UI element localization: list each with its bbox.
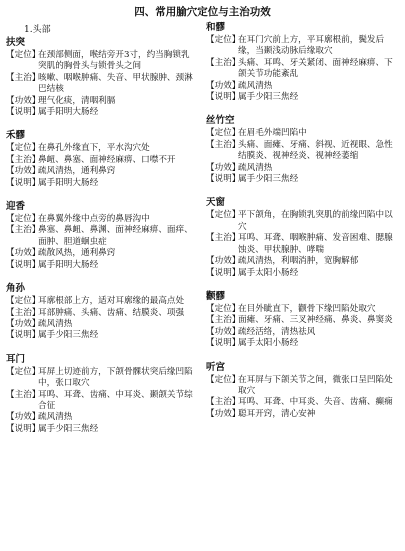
entry-line (6, 319, 198, 330)
acupoint-name: 和髎 (206, 22, 226, 33)
field-text: 属手太阳小肠经 (238, 338, 299, 349)
field-tag: 【定位】 (6, 50, 41, 60)
field-text: 在耳门穴前上方，平耳廓根前，鬓发后缘，当颞浅动脉后缘取穴 (238, 35, 385, 57)
entry-line (206, 210, 398, 233)
right-entries (206, 22, 398, 420)
field-text: 头痛、耳鸣、牙关紧闭、面神经麻痹、下颌关节功能紊乱 (238, 57, 393, 80)
entry-line (206, 338, 398, 349)
field-text: 疏风清热，通利鼻窍 (38, 166, 116, 177)
field-text: 在耳屏与下颌关节之间，微张口呈凹陷处取穴 (238, 374, 393, 396)
entry-line (206, 315, 398, 326)
acupoint-entry (206, 115, 398, 185)
field-text: 属手阳明大肠经 (38, 177, 99, 188)
field-text: 面瘫、牙痛、三叉神经痛、鼻炎、鼻窦炎 (238, 315, 393, 326)
field-tag: 【说明】 (6, 107, 41, 118)
acupoint-name: 迎香 (6, 201, 26, 213)
field-text: 耳鸣、耳聋、齿痛、中耳炎、颞颌关节综合征 (38, 389, 193, 411)
entry-line (6, 50, 198, 73)
field-tag: 【说明】 (6, 177, 41, 188)
acupoint-entry (6, 130, 198, 189)
entry-line (206, 174, 398, 185)
field-tag: 【说明】 (6, 259, 41, 270)
field-tag: 【定位】 (206, 128, 241, 139)
acupoint-entry (6, 201, 198, 271)
acupoint-entry (206, 197, 398, 278)
field-tag: 【主治】 (6, 307, 41, 318)
field-text: 属手阳明大肠经 (38, 259, 99, 270)
field-tag: 【说明】 (206, 174, 241, 185)
right-column (206, 22, 398, 432)
acupoint-entry (6, 354, 198, 435)
field-text: 头痛、面瘫、牙痛、斜视、近视眼、急性结膜炎、视神经炎、视神经萎缩 (238, 139, 393, 162)
field-text: 属手少阳三焦经 (38, 423, 99, 434)
field-text: 在眉毛外端凹陷中 (238, 128, 307, 139)
field-text: 疏风清热，利咽消肿，宽胸解郁 (238, 256, 359, 267)
field-text: 属手少阳三焦经 (238, 174, 299, 185)
field-text: 鼻塞、鼻衄、鼻渊、面神经麻痹、面痒、面肿、胆道蛔虫症 (38, 225, 193, 247)
field-text: 耳屏上切迹前方，下颌骨髁状突后缘凹陷中，张口取穴 (38, 366, 193, 389)
field-text: 疏散风热，通利鼻窍 (38, 248, 116, 259)
entry-line (206, 81, 398, 92)
entry-line (206, 304, 398, 315)
field-tag: 【功效】 (206, 326, 241, 337)
field-tag: 【定位】 (6, 296, 41, 307)
field-tag: 【主治】 (206, 315, 241, 326)
field-text: 耳鸣、耳聋、中耳炎、失音、齿痛、癫痫 (238, 397, 393, 408)
acupoint-entry (206, 291, 398, 350)
field-tag: 【定位】 (206, 35, 241, 45)
field-text: 在鼻孔外缘直下，平水沟穴处 (38, 143, 150, 154)
field-tag: 【定位】 (6, 366, 41, 377)
entry-line (6, 107, 198, 118)
entry-line (6, 166, 198, 177)
field-tag: 【说明】 (6, 330, 41, 341)
acupoint-name: 颧髎 (206, 290, 226, 302)
entry-line (206, 233, 398, 256)
entry-line (6, 412, 198, 423)
entry-line (206, 163, 398, 174)
field-tag: 【定位】 (6, 214, 41, 225)
field-text: 耳廓根部上方，适对耳廓缘的最高点处 (38, 296, 185, 307)
field-text: 咳嗽、咽喉肿痛、失音、甲状腺肿、颈淋巴结核 (38, 72, 193, 95)
field-text: 疏风清热 (238, 162, 273, 173)
entry-line (6, 73, 198, 96)
section-heading: 1.头部 (24, 25, 51, 35)
field-tag: 【主治】 (6, 72, 41, 83)
entry-line (206, 92, 398, 103)
entry-line (6, 214, 198, 225)
acupoint-name: 天窗 (206, 197, 226, 209)
entry-line (6, 155, 198, 166)
field-text: 属手少阳三焦经 (238, 92, 299, 103)
field-text: 耳部肿痛、头痛、齿痛、结膜炎、项强 (38, 307, 185, 318)
field-tag: 【主治】 (206, 57, 241, 68)
field-text: 疏风清热 (38, 412, 73, 423)
entry-line (206, 397, 398, 408)
field-text: 在颈部侧面，喉结旁开3寸，约当胸锁乳突肌的胸骨头与锁骨头之间 (38, 50, 190, 72)
field-tag: 【定位】 (206, 303, 241, 314)
acupoint-name: 禾髎 (6, 130, 26, 142)
acupoint-name: 角孙 (6, 283, 26, 295)
field-tag: 【功效】 (206, 256, 241, 267)
field-tag: 【主治】 (6, 225, 41, 236)
field-tag: 【功效】 (206, 80, 241, 91)
entry-line (6, 96, 198, 107)
entry-line (206, 128, 398, 139)
entry-line (6, 308, 198, 319)
entry-line (6, 178, 198, 189)
field-tag: 【说明】 (206, 338, 241, 349)
field-text: 疏风清热 (238, 80, 273, 91)
entry-line (6, 260, 198, 271)
entry-line (6, 225, 198, 248)
entry-line (206, 35, 398, 58)
field-text: 平下颌角，在胸锁乳突肌的前缘凹陷中以穴 (238, 210, 393, 232)
field-tag: 【功效】 (206, 162, 241, 173)
entry-line (6, 424, 198, 435)
acupoint-entry (206, 22, 398, 103)
entry-line (6, 296, 198, 307)
field-tag: 【说明】 (6, 423, 41, 434)
field-text: 属手少阳三焦经 (38, 330, 99, 341)
page-title: 四、常用腧穴定位与主治功效 (134, 6, 271, 18)
field-text: 在目外眦直下，颧骨下缘凹陷处取穴 (238, 303, 376, 314)
field-tag: 【定位】 (206, 210, 241, 221)
field-text: 疏风清热 (38, 318, 73, 329)
field-text: 聪耳开窍，清心安神 (238, 408, 316, 419)
field-text: 疏经活络，清热祛风 (238, 326, 316, 337)
acupoint-name: 扶突 (6, 37, 26, 48)
field-text: 在鼻翼外缘中点旁的鼻唇沟中 (38, 214, 150, 225)
entry-line (6, 390, 198, 413)
entry-line (206, 409, 398, 420)
entry-line (6, 143, 198, 154)
field-tag: 【定位】 (206, 374, 241, 385)
field-tag: 【说明】 (206, 267, 241, 278)
field-text: 鼻衄、鼻塞、面神经麻痹、口噤不开 (38, 154, 176, 165)
field-tag: 【功效】 (6, 95, 41, 106)
field-tag: 【功效】 (6, 166, 41, 177)
entry-line (206, 375, 398, 398)
entry-line (6, 367, 198, 390)
entry-line (6, 248, 198, 259)
entry-line (206, 140, 398, 163)
field-tag: 【说明】 (206, 92, 241, 103)
entry-line (206, 327, 398, 338)
left-column (6, 22, 198, 447)
field-tag: 【主治】 (6, 154, 41, 165)
field-tag: 【功效】 (6, 318, 41, 329)
field-tag: 【功效】 (6, 412, 41, 423)
field-text: 属手太阳小肠经 (238, 267, 299, 278)
acupoint-entry (6, 37, 198, 118)
acupoint-entry (206, 362, 398, 421)
entry-line (206, 268, 398, 279)
field-text: 耳鸣、耳聋、咽喉肿痛、发音困难、腮腺蚀炎、甲状腺肿、哮喘 (238, 233, 393, 255)
entry-line (206, 256, 398, 267)
acupoint-name: 听宫 (206, 361, 226, 373)
field-tag: 【主治】 (206, 233, 241, 244)
field-tag: 【主治】 (6, 389, 41, 400)
field-tag: 【主治】 (206, 397, 241, 408)
acupoint-name: 耳门 (6, 353, 26, 365)
field-tag: 【功效】 (6, 248, 41, 259)
left-entries (6, 37, 198, 435)
field-tag: 【功效】 (206, 408, 241, 419)
entry-line (6, 330, 198, 341)
acupoint-name: 丝竹空 (206, 115, 235, 127)
field-tag: 【主治】 (206, 139, 241, 150)
acupoint-entry (6, 283, 198, 342)
field-tag: 【定位】 (6, 143, 41, 154)
field-text: 理气化痰，清咽利膈 (38, 95, 116, 106)
field-text: 属手阳明大肠经 (38, 107, 99, 118)
entry-line (206, 58, 398, 81)
